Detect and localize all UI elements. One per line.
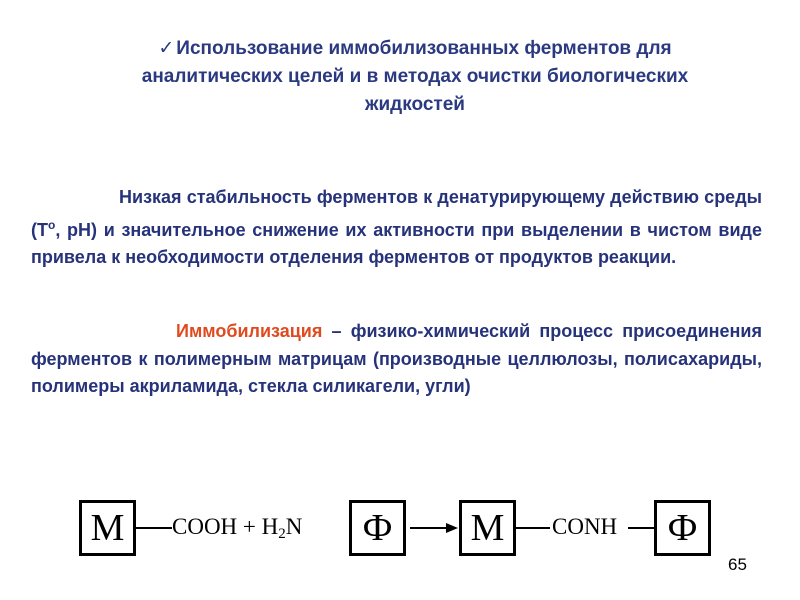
h2-subscript: 2 (278, 526, 286, 542)
matrix-box-2 (459, 500, 516, 556)
conh-text: CONH (552, 514, 618, 539)
enzyme-box-1-label: Ф (362, 507, 393, 549)
paragraph-stability-part2: , рН) и значительное снижение их активности при выделении в чистом виде привела к необходимости отделения ферментов от продуктов реакции. (31, 219, 762, 267)
temperature-superscript: о (48, 217, 56, 232)
page-number: 65 (728, 555, 747, 574)
n-label: N (285, 514, 303, 539)
reaction-arrow-head (446, 523, 458, 533)
paragraph-stability-part1: Низкая стабильность ферментов к денатурирующему действию среды (Т (31, 187, 762, 240)
paragraph-immobilization-definition: – физико-химический процесс присоединения ферментов к полимерным матрицам (производные целлюлозы, полисахариды, полимеры акриламида, стекла силикагели, угли) (31, 321, 762, 396)
cooh-label: COOH + H (172, 514, 279, 539)
enzyme-box-2 (654, 500, 711, 556)
matrix-box-1 (79, 500, 136, 556)
term-immobilization: Иммобилизация (176, 321, 323, 341)
cooh-h2n-text (172, 514, 302, 543)
slide-title-text: Использование иммобилизованных ферментов для аналитических целей и в методах очистки биологических жидкостей (141, 38, 689, 115)
matrix-box-1-label: М (90, 507, 125, 549)
matrix-box-2-label: М (470, 507, 505, 549)
checkmark-icon: ✓ (158, 38, 175, 59)
enzyme-box-1 (349, 500, 406, 556)
enzyme-box-2-label: Ф (667, 507, 698, 549)
